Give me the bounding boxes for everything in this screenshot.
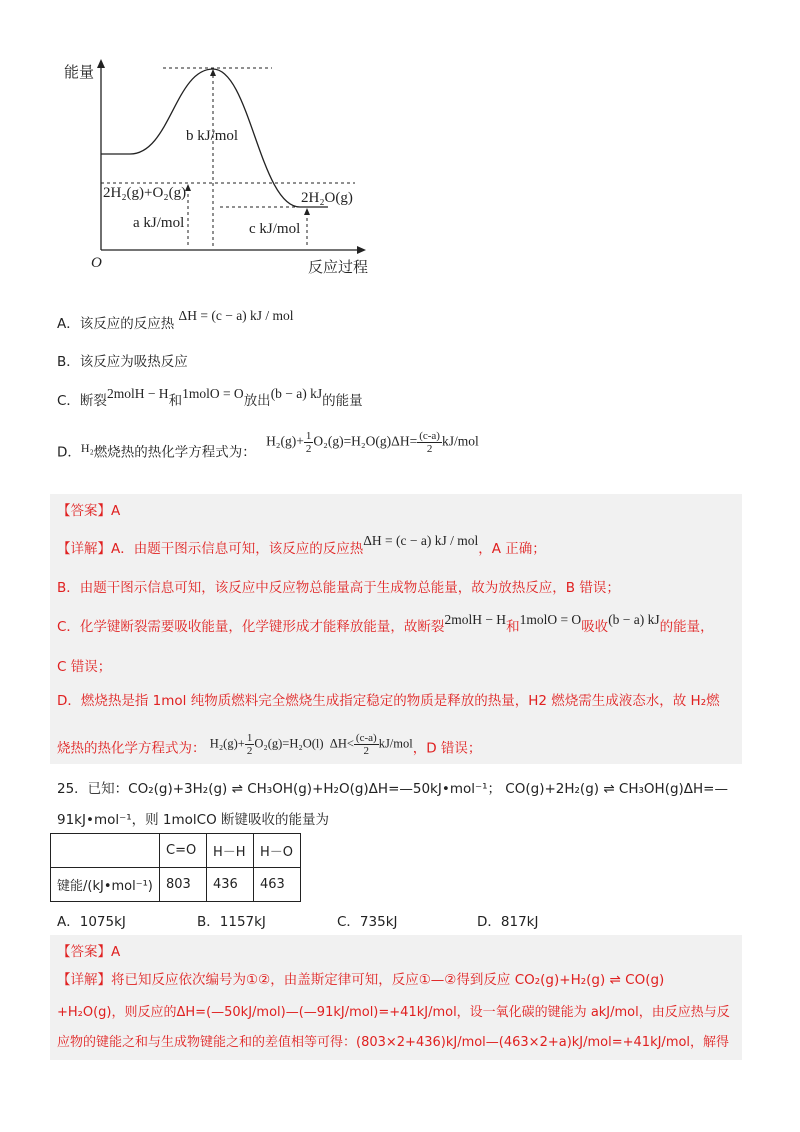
- option-c-mid: 放出: [243, 393, 271, 409]
- answer1-detail-c: C．化学键断裂需要吸收能量，化学键形成才能释放能量，故断裂2molH − H和1molO = O吸收(b − a) kJ的能量，: [57, 612, 714, 635]
- option-d-mid: 燃烧热的热化学方程式为：: [93, 444, 256, 461]
- table-header-cell: C=O: [160, 834, 207, 868]
- option-c: [57, 386, 363, 409]
- table-header-cell: H－O: [254, 834, 301, 868]
- answer2-line3: 应物的键能之和与生成物键能之和的差值相等可得：(803×2+436)kJ/mol—(463×2+a)kJ/mol=+41kJ/mol，解得: [57, 1035, 730, 1050]
- q25-line2: 91kJ•mol⁻¹，则 1molCO 断键吸收的能量为: [57, 812, 330, 828]
- answer1-d-equation: H₂(g)+ $\frac{1}{2}$ O₂(g)=H₂O(l) ΔH< $\frac{(c-a)}{2}$ kJ/mol: [209, 732, 413, 757]
- x-axis-label: 反应过程: [308, 258, 369, 276]
- option-c-formula2: 1molO = O: [182, 386, 244, 401]
- option-a-formula: ΔH = (c − a) kJ / mol: [178, 308, 294, 323]
- option-d-equation: H₂(g)+ $\frac{1}{2}$ O₂(g)=H₂O(g)ΔH= $\frac{(c-a)}{2}$ kJ/mol: [266, 430, 479, 455]
- option-c-and: 和: [168, 393, 183, 409]
- choice-a: A．1075kJ: [57, 914, 126, 930]
- option-a-text: A．该反应的反应热: [57, 316, 175, 332]
- half-fraction: $\frac{1}{2}$: [305, 430, 312, 455]
- peak-label: b kJ/mol: [186, 128, 239, 144]
- products-label: 2H₂O(g): [301, 190, 353, 206]
- answer1-detail-d1: D．燃烧热是指 1mol 纯物质燃料完全燃烧生成指定稳定的物质是释放的热量，H2 燃烧需生成液态水，故 H₂燃: [57, 693, 720, 709]
- answer1-c-f3: (b − a) kJ: [608, 612, 660, 627]
- answer1-detail-b: B．由题干图示信息可知，该反应中反应物总能量高于生成物总能量，故为放热反应，B 错误；: [57, 580, 620, 596]
- answer1-detail-d2: 烧热的热化学方程式为： H₂(g)+ $\frac{1}{2}$ O₂(g)=H₂O(l) ΔH< $\frac{(c-a)}{2}$ kJ/mol，D 错误；: [57, 732, 482, 757]
- option-c-formula1: 2molH − H: [106, 386, 169, 401]
- option-c-prefix: C．断裂: [57, 393, 107, 409]
- option-b: B．该反应为吸热反应: [57, 354, 188, 370]
- answer1-detail-c2: C 错误；: [57, 659, 112, 675]
- c-label: c kJ/mol: [249, 221, 301, 237]
- answer2-line2: +H₂O(g)，则反应的ΔH=(—50kJ/mol)—(—91kJ/mol)=+41kJ/mol，设一氧化碳的键能为 akJ/mol，由反应热与反: [57, 1005, 730, 1020]
- answer1-a-formula: ΔH = (c − a) kJ / mol: [363, 533, 479, 548]
- table-cell: 803: [160, 868, 207, 902]
- answer1-label: 【答案】A: [57, 503, 121, 519]
- table-header-cell: [51, 834, 160, 868]
- energy-diagram: [60, 55, 380, 280]
- answer1-c-f2: 1molO = O: [519, 612, 582, 627]
- table-row-label: 键能/(kJ•mol⁻¹): [51, 868, 160, 902]
- y-axis-label: 能量: [64, 63, 95, 81]
- choice-c: C．735kJ: [337, 914, 398, 930]
- table-cell: 463: [254, 868, 301, 902]
- option-d-prefix: D．: [57, 444, 81, 461]
- answer1-c-f1: 2molH − H: [444, 612, 507, 627]
- origin-label: O: [91, 255, 102, 271]
- table-row: [51, 868, 301, 902]
- c-arrow-head: [304, 208, 310, 215]
- y-axis-arrow: [97, 59, 105, 68]
- answer2-line1: 【详解】将已知反应依次编号为①②，由盖斯定律可知，反应①—②得到反应 CO₂(g)+H₂(g) ⇌ CO(g): [57, 972, 665, 988]
- table-header-cell: H－H: [207, 834, 254, 868]
- reactants-label: 2H₂(g)+O₂(g): [103, 185, 187, 201]
- bond-energy-table: [50, 833, 301, 902]
- a-label: a kJ/mol: [133, 215, 185, 231]
- answer1-dh-fraction: $\frac{(c-a)}{2}$: [355, 732, 377, 757]
- option-d: [57, 430, 479, 465]
- answer1-detail-a: 【详解】A．由题干图示信息可知，该反应的反应热ΔH = (c − a) kJ / mol，A 正确；: [57, 533, 546, 557]
- answer2-label: 【答案】A: [57, 944, 121, 960]
- option-c-formula3: (b − a) kJ: [270, 386, 323, 401]
- answer1-half-fraction: $\frac{1}{2}$: [246, 732, 253, 757]
- choice-d: D．817kJ: [477, 914, 539, 930]
- choice-b: B．1157kJ: [197, 914, 266, 930]
- option-c-suffix: 的能量: [322, 393, 363, 409]
- b-arrow-head: [210, 69, 216, 76]
- table-header-row: [51, 834, 301, 868]
- dh-fraction: $\frac{(c-a)}{2}$: [419, 430, 440, 455]
- x-axis-arrow: [357, 246, 366, 254]
- option-d-h2: H₂: [80, 441, 94, 455]
- table-cell: 436: [207, 868, 254, 902]
- option-a: [57, 308, 294, 332]
- q25-line1: 25．已知：CO₂(g)+3H₂(g) ⇌ CH₃OH(g)+H₂O(g)ΔH=—50kJ•mol⁻¹； CO(g)+2H₂(g) ⇌ CH₃OH(g)ΔH=—: [57, 781, 728, 797]
